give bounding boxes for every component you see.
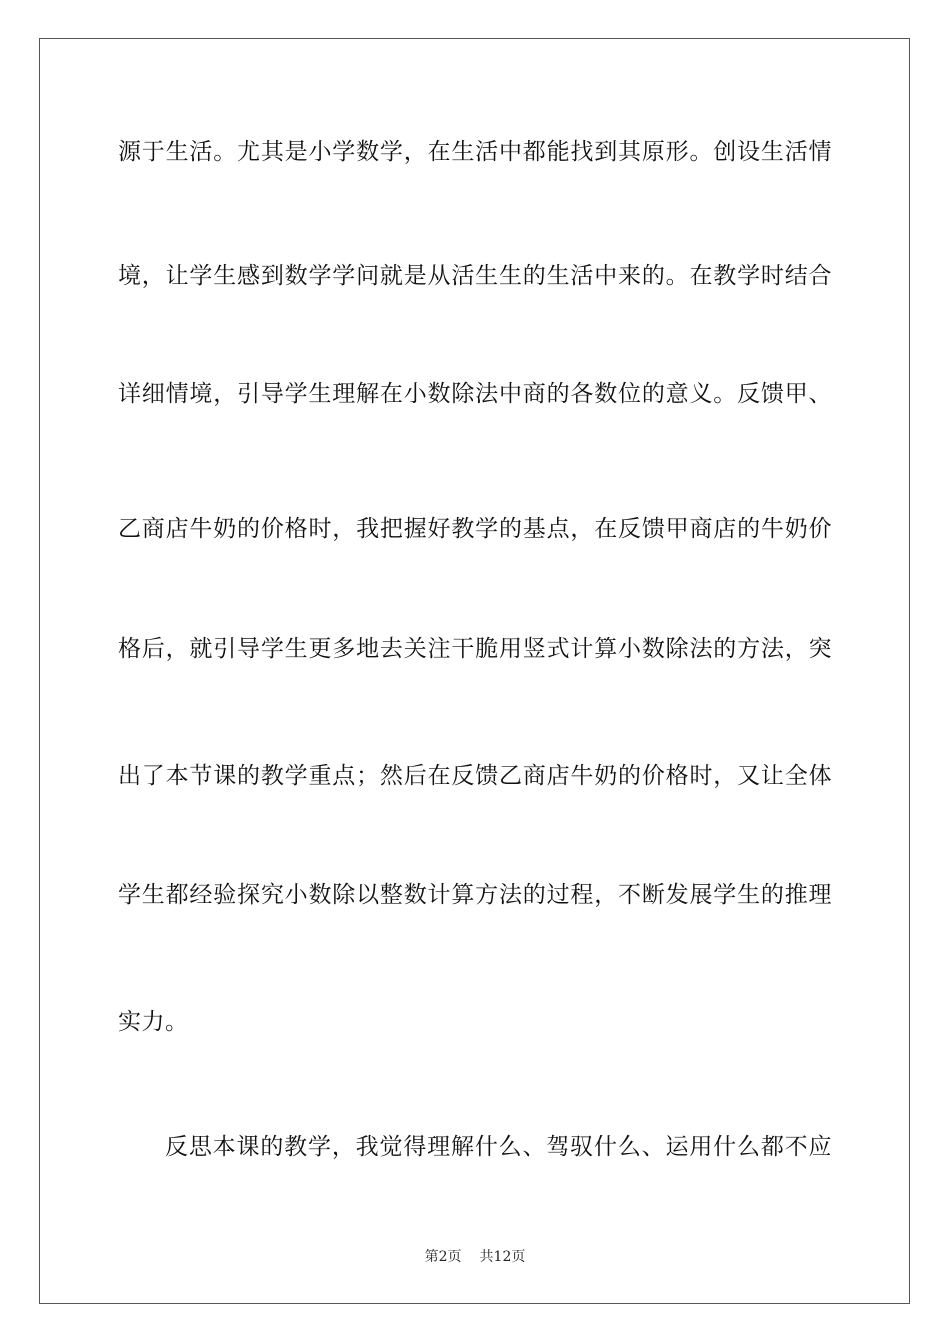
paragraph-line: 反思本课的教学，我觉得理解什么、驾驭什么、运用什么都不应 [165, 1134, 832, 1160]
paragraph-line: 详细情境，引导学生理解在小数除法中商的各数位的意义。反馈甲、 [118, 381, 832, 407]
page-footer [0, 1248, 950, 1266]
paragraph-line: 实力。 [118, 1009, 189, 1035]
page-number: 第2页 [424, 1249, 462, 1265]
paragraph-line: 学生都经验探究小数除以整数计算方法的过程，不断发展学生的推理 [118, 882, 832, 908]
page-total: 共12页 [479, 1249, 526, 1265]
paragraph-line: 境，让学生感到数学学问就是从活生生的生活中来的。在教学时结合 [118, 263, 832, 289]
paragraph-line: 乙商店牛奶的价格时，我把握好教学的基点，在反馈甲商店的牛奶价 [118, 516, 832, 542]
paragraph-line: 源于生活。尤其是小学数学，在生活中都能找到其原形。创设生活情 [118, 139, 832, 165]
page-border [39, 38, 910, 1304]
paragraph-line: 出了本节课的教学重点；然后在反馈乙商店牛奶的价格时，又让全体 [118, 763, 832, 789]
paragraph-line: 格后，就引导学生更多地去关注干脆用竖式计算小数除法的方法，突 [118, 636, 832, 662]
